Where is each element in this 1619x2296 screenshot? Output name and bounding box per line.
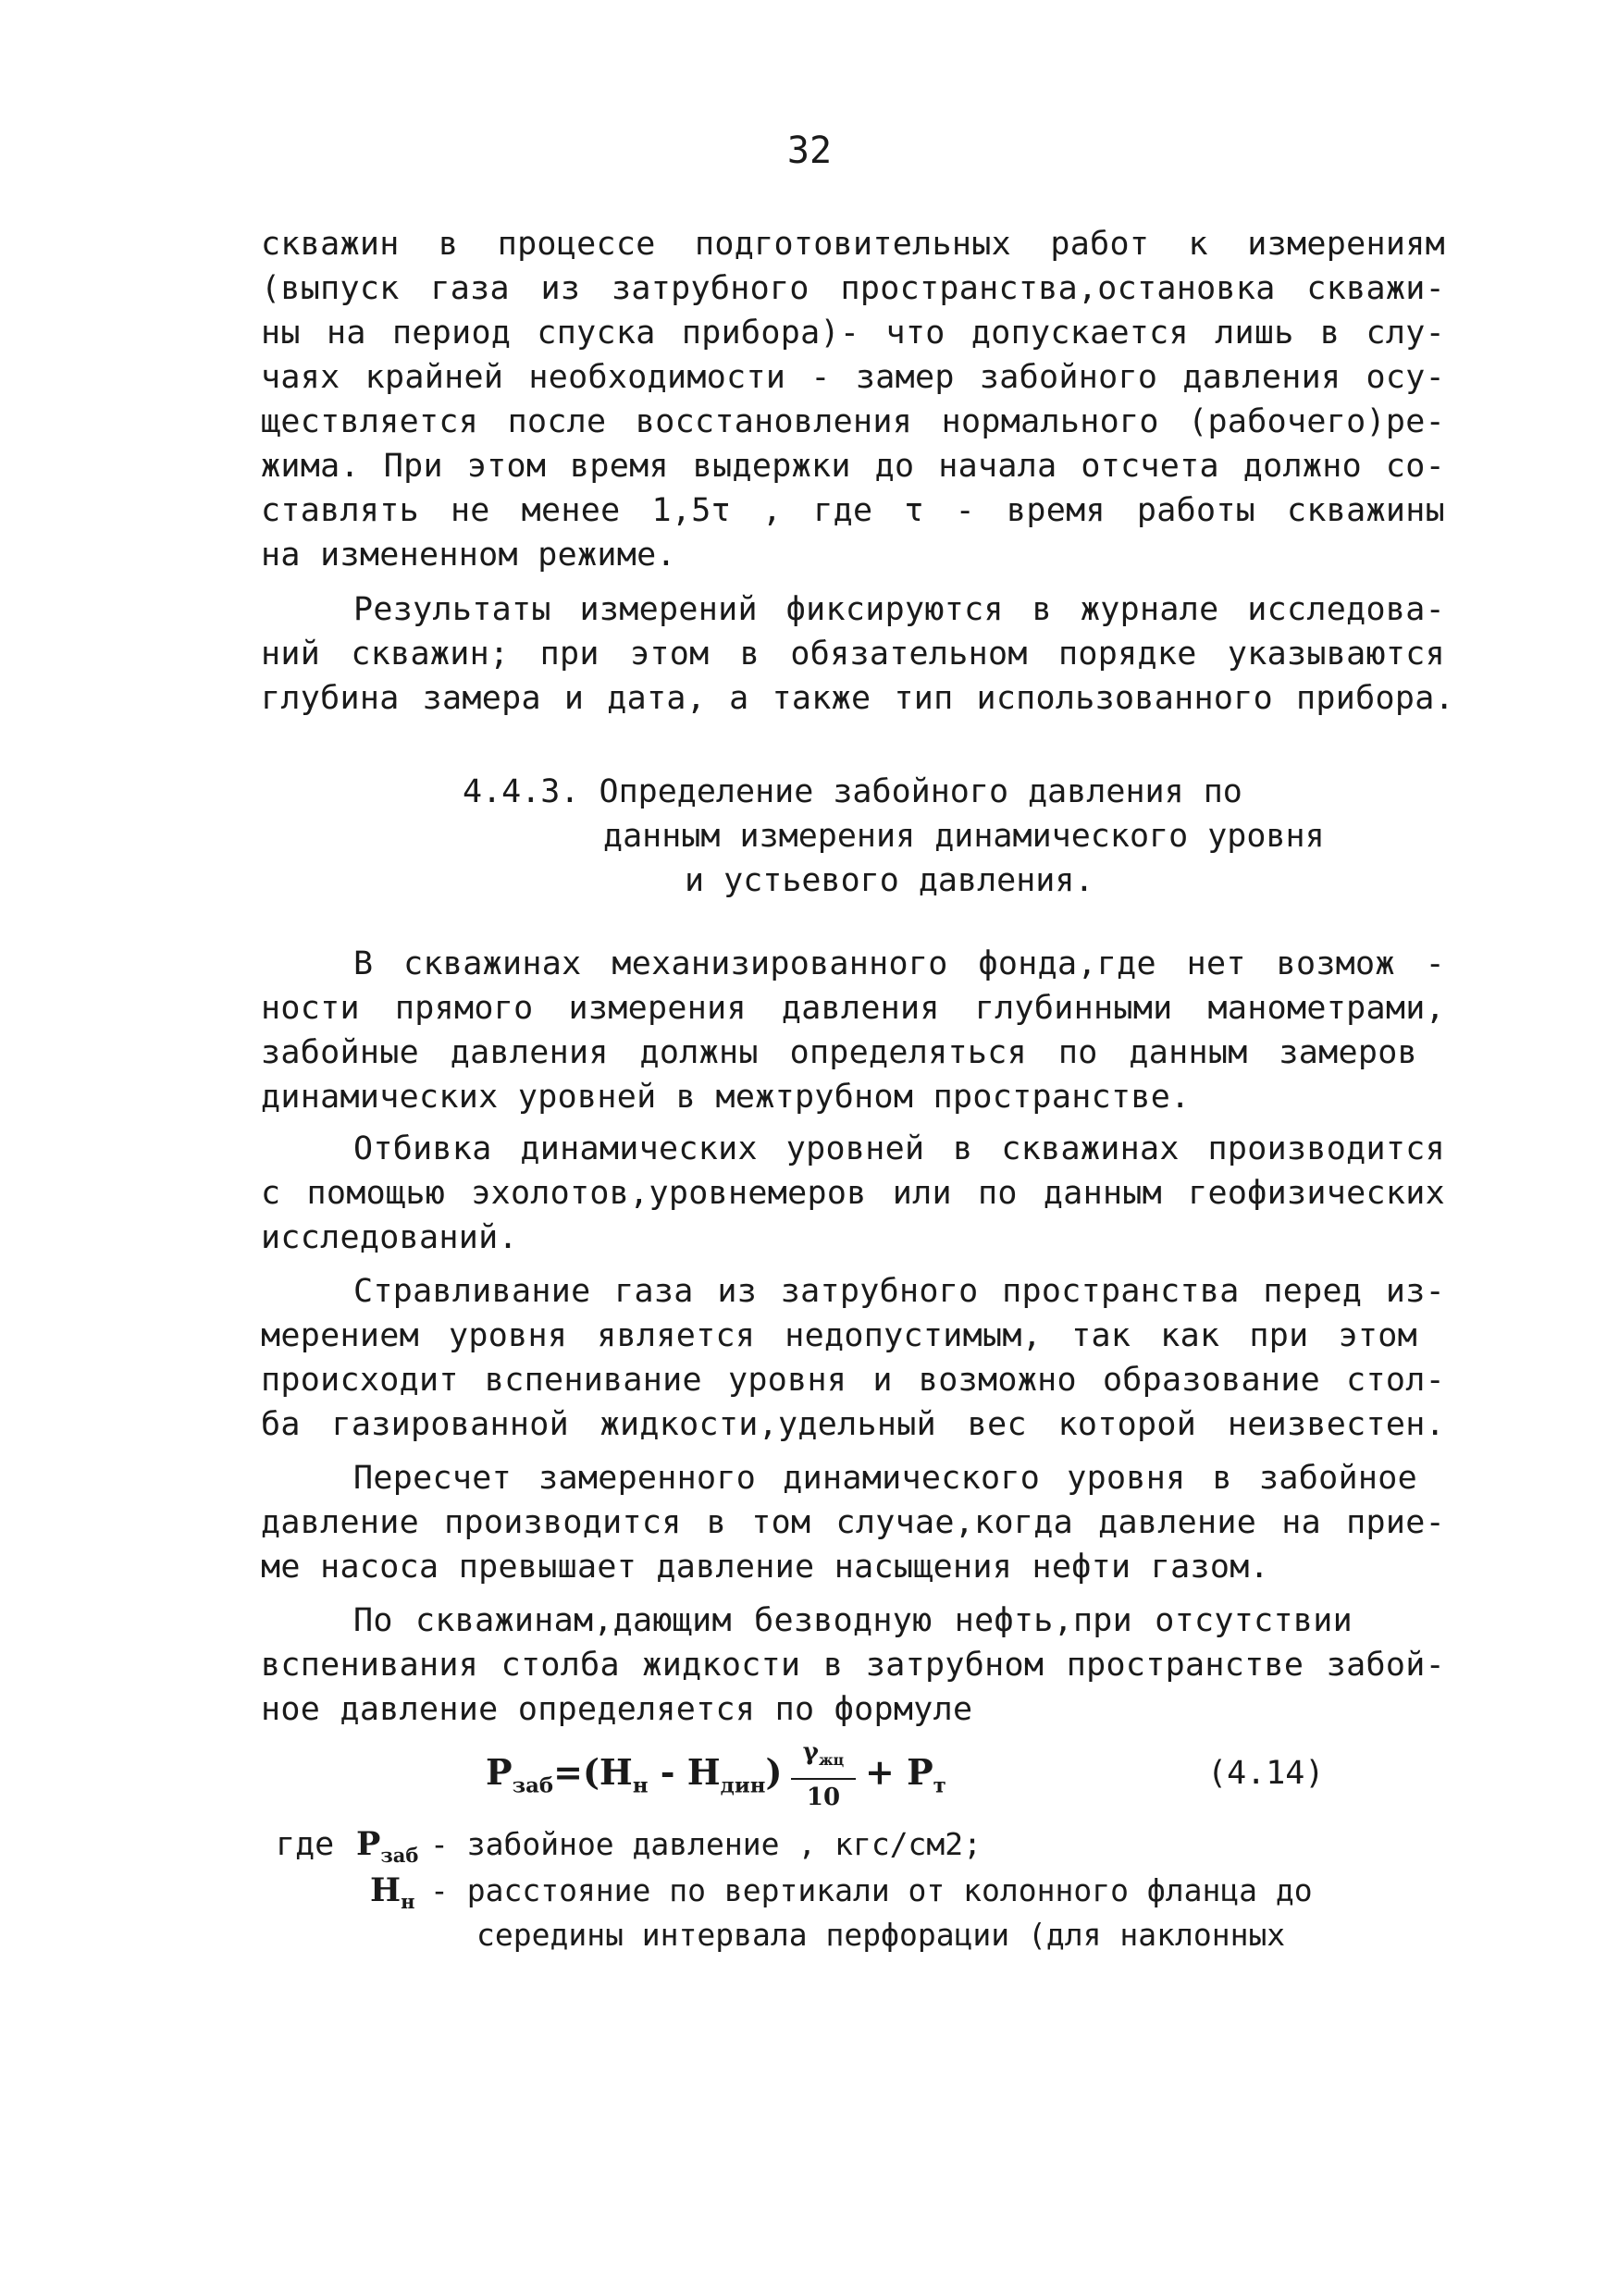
definition-symbol-p-zab: $P_{заб}$ bbox=[356, 1825, 419, 1867]
text-line: исследований. bbox=[261, 1219, 518, 1256]
text-line: мерением уровня является недопустимым, так как при этом bbox=[261, 1317, 1417, 1354]
formula-4-14 bbox=[486, 1734, 948, 1836]
text-line: забойные давления должны определяться по данным замеров bbox=[261, 1034, 1417, 1071]
text-line: ме насоса превышает давление насыщения нефти газом. bbox=[261, 1549, 1269, 1586]
text-line: ба газированной жидкости,удельный вес которой неизвестен. bbox=[261, 1406, 1445, 1443]
definition-symbol-h-n: $H_н$ bbox=[370, 1871, 415, 1913]
text-line: По скважинам,дающим безводную нефть,при отсутствии bbox=[353, 1602, 1353, 1639]
fraction-denominator: 10 bbox=[806, 1784, 841, 1812]
heading-line: данным измерения динамического уровня bbox=[603, 818, 1325, 855]
text-line: ний скважин; при этом в обязательном порядке указываются bbox=[261, 636, 1445, 673]
text-line: Результаты измерений фиксируются в журнале исследова- bbox=[353, 591, 1445, 628]
formula-right-part: + $P_т$ bbox=[865, 1751, 946, 1798]
page-number: 32 bbox=[786, 130, 833, 172]
text-line: глубина замера и дата, а также тип использованного прибора. bbox=[261, 680, 1454, 717]
heading-line: и устьевого давления. bbox=[685, 862, 1094, 899]
fraction-numerator: $\gamma_{жц}$ bbox=[791, 1734, 856, 1780]
text-line: Стравливание газа из затрубного пространства перед из- bbox=[353, 1273, 1445, 1310]
text-line: Отбивка динамических уровней в скважинах производится bbox=[353, 1130, 1445, 1167]
text-line: Пересчет замеренного динамического уровня в забойное bbox=[353, 1460, 1417, 1497]
text-line: ности прямого измерения давления глубинными манометрами, bbox=[261, 990, 1445, 1027]
formula-number: (4.14) bbox=[1207, 1755, 1325, 1792]
heading-line: 4.4.3. Определение забойного давления по bbox=[463, 773, 1242, 810]
text-line: чаях крайней необходимости - замер забойного давления осу- bbox=[261, 359, 1445, 396]
text-line: жима. При этом время выдержки до начала отсчета должно со- bbox=[261, 448, 1445, 485]
text-line: динамических уровней в межтрубном пространстве. bbox=[261, 1079, 1191, 1116]
text-line: ны на период спуска прибора)- что допускается лишь в слу- bbox=[261, 315, 1445, 352]
text-line: (выпуск газа из затрубного пространства,остановка скважи- bbox=[261, 270, 1445, 307]
text-line: вспенивания столба жидкости в затрубном пространстве забой- bbox=[261, 1647, 1445, 1684]
definitions-where: где bbox=[276, 1826, 335, 1863]
definition-text: - забойное давление , кгс/см2; bbox=[430, 1826, 983, 1862]
text-line: ставлять не менее 1,5τ , где τ - время работы скважины bbox=[261, 492, 1445, 529]
text-line: В скважинах механизированного фонда,где нет возмож - bbox=[353, 945, 1445, 982]
text-line: происходит вспенивание уровня и возможно образование стол- bbox=[261, 1362, 1445, 1399]
formula-left-part: $P_{заб}=(H_н - H_{дин})$ bbox=[486, 1751, 783, 1798]
text-line: на измененном режиме. bbox=[261, 537, 676, 574]
definition-text: - расстояние по вертикали от колонного фланца до bbox=[430, 1872, 1313, 1908]
text-line: давление производится в том случае,когда давление на прие- bbox=[261, 1504, 1445, 1541]
definition-text-continued: середины интервала перфорации (для наклонных bbox=[476, 1917, 1286, 1953]
formula-fraction bbox=[791, 1734, 856, 1815]
text-line: ное давление определяется по формуле bbox=[261, 1691, 973, 1728]
text-line: с помощью эхолотов,уровнемеров или по данным геофизических bbox=[261, 1175, 1445, 1212]
text-line: скважин в процессе подготовительных работ к измерениям bbox=[261, 226, 1445, 263]
text-line: ществляется после восстановления нормального (рабочего)ре- bbox=[261, 403, 1445, 440]
